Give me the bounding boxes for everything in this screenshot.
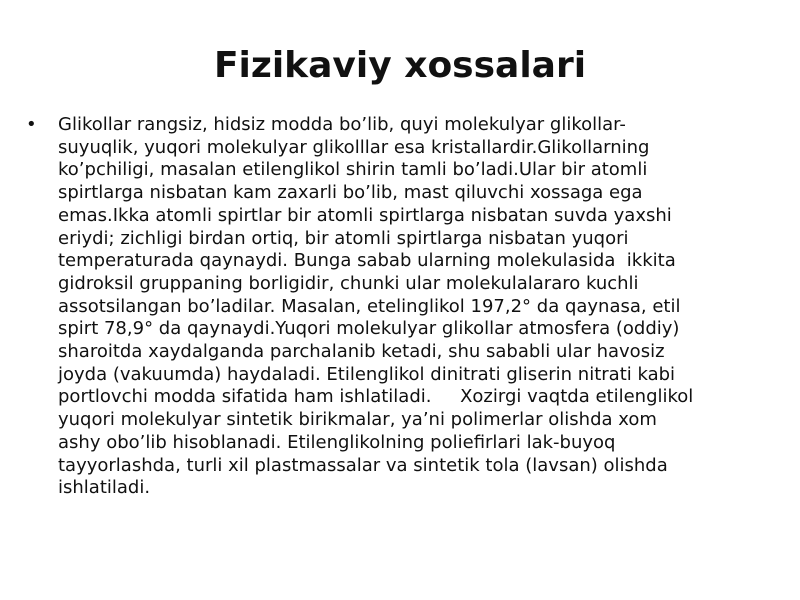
paragraph-line: ashy obo’lib hisoblanadi. Etilenglikolning poliefirlari lak-buyoq (58, 431, 616, 453)
slide-content (26, 114, 766, 500)
paragraph-line: eriydi; zichligi birdan ortiq, bir atomli spirtlarga nisbatan yuqori (58, 227, 629, 249)
paragraph-line: tayyorlashda, turli xil plastmassalar va sintetik tola (lavsan) olishda (58, 454, 668, 476)
paragraph-line: sharoitda xaydalganda parchalanib ketadi, shu sababli ular havosiz (58, 341, 665, 363)
paragraph-line: gidroksil gruppaning borligidir, chunki ular molekulalararo kuchli (58, 272, 639, 294)
paragraph-line: yuqori molekulyar sintetik birikmalar, ya’ni polimerlar olishda xom (58, 409, 657, 431)
bullet-item (26, 114, 766, 500)
paragraph-line: portlovchi modda sifatida ham ishlatiladi. Xozirgi vaqtda etilenglikol (58, 386, 694, 408)
paragraph-line: Glikollar rangsiz, hidsiz modda bo’lib, quyi molekulyar glikollar- (58, 114, 626, 135)
bullet-icon: • (26, 114, 37, 135)
paragraph-line: ishlatiladi. (58, 477, 151, 499)
paragraph-line: emas.Ikka atomli spirtlar bir atomli spirtlarga nisbatan suvda yaxshi (58, 204, 672, 226)
paragraph-line: spirtlarga nisbatan kam zaxarli bo’lib, mast qiluvchi xossaga ega (58, 182, 643, 204)
slide-title: Fizikaviy xossalari (213, 45, 587, 86)
paragraph-line: joyda (vakuumda) haydaladi. Etilenglikol dinitrati gliserin nitrati kabi (58, 363, 676, 385)
paragraph-line: temperaturada qaynaydi. Bunga sabab ularning molekulasida ikkita (58, 250, 676, 272)
paragraph-line: assotsilangan bo’ladilar. Masalan, etelinglikol 197,2° da qaynasa, etil (58, 295, 681, 317)
paragraph-line: suyuqlik, yuqori molekulyar glikolllar esa kristallardir.Glikollarning (58, 136, 650, 158)
bullet-paragraph (58, 114, 693, 500)
paragraph-line: spirt 78,9° da qaynaydi.Yuqori molekulyar glikollar atmosfera (oddiy) (58, 318, 680, 340)
paragraph-line: ko’pchiligi, masalan etilenglikol shirin tamli bo’ladi.Ular bir atomli (58, 159, 648, 181)
